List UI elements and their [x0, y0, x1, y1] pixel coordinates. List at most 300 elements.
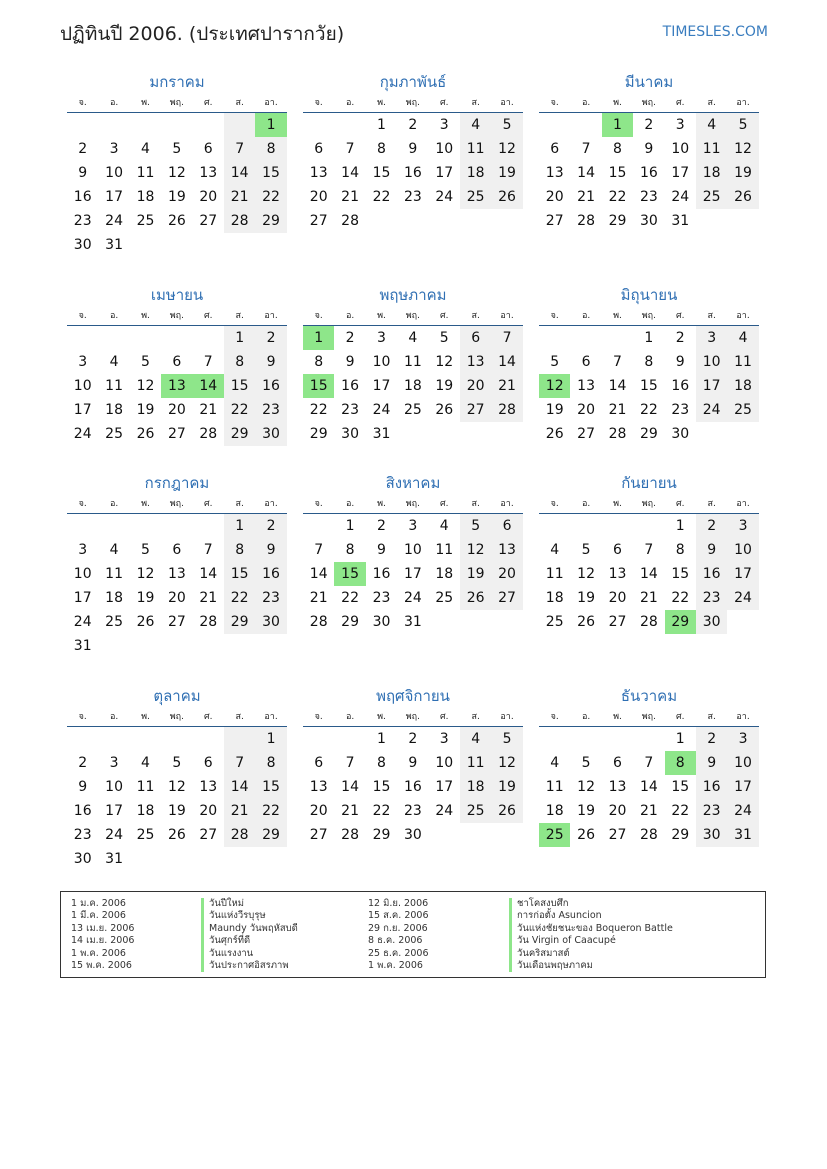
- day-cell[interactable]: 25: [539, 823, 570, 847]
- day-cell[interactable]: 13: [167, 566, 186, 582]
- day-cell[interactable]: 7: [644, 542, 654, 558]
- day-cell[interactable]: 11: [460, 751, 491, 775]
- day-cell[interactable]: 11: [727, 350, 758, 374]
- day-cell[interactable]: 1: [224, 514, 255, 538]
- day-cell[interactable]: 12: [577, 566, 595, 582]
- day-cell[interactable]: 9: [644, 141, 654, 157]
- day-cell[interactable]: 14: [341, 779, 359, 795]
- day-cell[interactable]: 5: [491, 113, 522, 137]
- day-cell[interactable]: 9: [377, 542, 386, 558]
- day-cell[interactable]: 22: [341, 590, 359, 606]
- day-cell[interactable]: 15: [255, 161, 286, 185]
- day-cell[interactable]: 9: [255, 350, 286, 374]
- day-cell[interactable]: 12: [136, 566, 155, 582]
- day-cell[interactable]: 3: [78, 542, 88, 558]
- day-cell[interactable]: 30: [255, 422, 286, 446]
- day-cell[interactable]: 4: [408, 330, 418, 346]
- day-cell[interactable]: 18: [105, 402, 123, 418]
- day-cell[interactable]: 19: [435, 378, 454, 394]
- day-cell[interactable]: 22: [224, 398, 255, 422]
- day-cell[interactable]: 12: [491, 137, 522, 161]
- day-cell[interactable]: 17: [403, 566, 422, 582]
- day-cell[interactable]: 12: [136, 378, 155, 394]
- day-cell[interactable]: 2: [78, 141, 88, 157]
- day-cell[interactable]: 28: [608, 426, 627, 442]
- day-cell[interactable]: 24: [73, 614, 92, 630]
- day-cell[interactable]: 24: [403, 590, 422, 606]
- day-cell[interactable]: 10: [727, 751, 758, 775]
- day-cell[interactable]: 6: [203, 755, 213, 771]
- day-cell[interactable]: 2: [377, 518, 386, 534]
- day-cell[interactable]: 11: [105, 566, 123, 582]
- day-cell[interactable]: 22: [608, 189, 627, 205]
- day-cell[interactable]: 23: [255, 586, 286, 610]
- day-cell[interactable]: 27: [460, 398, 491, 422]
- day-cell[interactable]: 26: [460, 586, 491, 610]
- day-cell[interactable]: 19: [136, 402, 155, 418]
- day-cell[interactable]: 21: [224, 185, 255, 209]
- day-cell[interactable]: 2: [408, 117, 418, 133]
- day-cell[interactable]: 4: [109, 354, 119, 370]
- day-cell[interactable]: 11: [696, 137, 727, 161]
- day-cell[interactable]: 4: [439, 518, 449, 534]
- day-cell[interactable]: 21: [577, 189, 595, 205]
- day-cell[interactable]: 4: [727, 326, 758, 350]
- day-cell[interactable]: 29: [255, 209, 286, 233]
- day-cell[interactable]: 23: [372, 590, 391, 606]
- day-cell[interactable]: 16: [372, 566, 391, 582]
- day-cell[interactable]: 27: [199, 213, 218, 229]
- day-cell[interactable]: 11: [545, 566, 564, 582]
- day-cell[interactable]: 29: [341, 614, 359, 630]
- day-cell[interactable]: 25: [105, 614, 123, 630]
- day-cell[interactable]: 5: [141, 354, 150, 370]
- day-cell[interactable]: 10: [435, 141, 454, 157]
- day-cell[interactable]: 9: [696, 538, 727, 562]
- day-cell[interactable]: 22: [639, 402, 658, 418]
- day-cell[interactable]: 15: [255, 775, 286, 799]
- day-cell[interactable]: 13: [545, 165, 564, 181]
- day-cell[interactable]: 23: [696, 799, 727, 823]
- day-cell[interactable]: 11: [105, 378, 123, 394]
- day-cell[interactable]: 26: [577, 614, 595, 630]
- day-cell[interactable]: 3: [696, 326, 727, 350]
- day-cell[interactable]: 17: [105, 803, 123, 819]
- day-cell[interactable]: 5: [460, 514, 491, 538]
- day-cell[interactable]: 3: [727, 727, 758, 751]
- day-cell[interactable]: 13: [608, 779, 627, 795]
- day-cell[interactable]: 6: [314, 141, 324, 157]
- day-cell[interactable]: 20: [167, 590, 186, 606]
- day-cell[interactable]: 20: [608, 803, 627, 819]
- day-cell[interactable]: 3: [408, 518, 418, 534]
- day-cell[interactable]: 1: [377, 731, 386, 747]
- day-cell[interactable]: 19: [577, 590, 595, 606]
- day-cell[interactable]: 15: [372, 165, 391, 181]
- day-cell[interactable]: 31: [105, 237, 123, 253]
- day-cell[interactable]: 13: [608, 566, 627, 582]
- day-cell[interactable]: 10: [727, 538, 758, 562]
- day-cell[interactable]: 16: [73, 803, 92, 819]
- day-cell[interactable]: 28: [341, 213, 359, 229]
- day-cell[interactable]: 3: [675, 117, 685, 133]
- day-cell[interactable]: 29: [608, 213, 627, 229]
- day-cell[interactable]: 24: [727, 586, 758, 610]
- day-cell[interactable]: 10: [105, 165, 123, 181]
- day-cell[interactable]: 20: [199, 189, 218, 205]
- day-cell[interactable]: 24: [372, 402, 391, 418]
- day-cell[interactable]: 5: [141, 542, 150, 558]
- day-cell[interactable]: 4: [141, 141, 150, 157]
- day-cell[interactable]: 9: [408, 755, 418, 771]
- day-cell[interactable]: 30: [696, 823, 727, 847]
- day-cell[interactable]: 22: [671, 590, 690, 606]
- day-cell[interactable]: 30: [696, 610, 727, 634]
- day-cell[interactable]: 30: [671, 426, 690, 442]
- day-cell[interactable]: 31: [105, 851, 123, 867]
- day-cell[interactable]: 29: [639, 426, 658, 442]
- day-cell[interactable]: 6: [491, 514, 522, 538]
- day-cell[interactable]: 12: [460, 538, 491, 562]
- day-cell[interactable]: 3: [377, 330, 386, 346]
- day-cell[interactable]: 15: [671, 566, 690, 582]
- day-cell[interactable]: 28: [491, 398, 522, 422]
- day-cell[interactable]: 22: [372, 189, 391, 205]
- day-cell[interactable]: 2: [696, 727, 727, 751]
- day-cell[interactable]: 23: [696, 586, 727, 610]
- day-cell[interactable]: 14: [608, 378, 627, 394]
- day-cell[interactable]: 26: [136, 426, 155, 442]
- day-cell[interactable]: 12: [539, 374, 570, 398]
- day-cell[interactable]: 8: [675, 542, 685, 558]
- day-cell[interactable]: 14: [639, 779, 658, 795]
- day-cell[interactable]: 25: [136, 213, 155, 229]
- day-cell[interactable]: 18: [105, 590, 123, 606]
- day-cell[interactable]: 30: [639, 213, 658, 229]
- day-cell[interactable]: 31: [671, 213, 690, 229]
- day-cell[interactable]: 9: [345, 354, 355, 370]
- day-cell[interactable]: 17: [435, 165, 454, 181]
- day-cell[interactable]: 10: [73, 378, 92, 394]
- day-cell[interactable]: 20: [460, 374, 491, 398]
- day-cell[interactable]: 28: [577, 213, 595, 229]
- day-cell[interactable]: 21: [341, 803, 359, 819]
- day-cell[interactable]: 23: [73, 827, 92, 843]
- day-cell[interactable]: 1: [303, 326, 334, 350]
- day-cell[interactable]: 3: [109, 141, 119, 157]
- day-cell[interactable]: 15: [224, 562, 255, 586]
- day-cell[interactable]: 29: [224, 422, 255, 446]
- day-cell[interactable]: 21: [639, 590, 658, 606]
- day-cell[interactable]: 2: [675, 330, 685, 346]
- day-cell[interactable]: 19: [577, 803, 595, 819]
- day-cell[interactable]: 10: [105, 779, 123, 795]
- day-cell[interactable]: 23: [671, 402, 690, 418]
- day-cell[interactable]: 26: [435, 402, 454, 418]
- day-cell[interactable]: 2: [78, 755, 88, 771]
- day-cell[interactable]: 2: [345, 330, 355, 346]
- day-cell[interactable]: 7: [345, 755, 355, 771]
- day-cell[interactable]: 3: [78, 354, 88, 370]
- day-cell[interactable]: 25: [136, 827, 155, 843]
- day-cell[interactable]: 24: [105, 827, 123, 843]
- day-cell[interactable]: 13: [491, 538, 522, 562]
- day-cell[interactable]: 15: [372, 779, 391, 795]
- day-cell[interactable]: 22: [224, 586, 255, 610]
- day-cell[interactable]: 10: [435, 755, 454, 771]
- day-cell[interactable]: 6: [613, 755, 622, 771]
- day-cell[interactable]: 20: [199, 803, 218, 819]
- day-cell[interactable]: 17: [73, 590, 92, 606]
- day-cell[interactable]: 31: [727, 823, 758, 847]
- day-cell[interactable]: 14: [224, 161, 255, 185]
- day-cell[interactable]: 8: [613, 141, 622, 157]
- day-cell[interactable]: 12: [435, 354, 454, 370]
- day-cell[interactable]: 15: [303, 374, 334, 398]
- day-cell[interactable]: 20: [577, 402, 595, 418]
- day-cell[interactable]: 10: [73, 566, 92, 582]
- day-cell[interactable]: 19: [136, 590, 155, 606]
- day-cell[interactable]: 23: [403, 803, 422, 819]
- day-cell[interactable]: 18: [460, 161, 491, 185]
- day-cell[interactable]: 4: [550, 542, 560, 558]
- brand-link[interactable]: TIMESLES.COM: [662, 24, 768, 40]
- day-cell[interactable]: 4: [550, 755, 560, 771]
- day-cell[interactable]: 29: [665, 610, 696, 634]
- day-cell[interactable]: 2: [696, 514, 727, 538]
- day-cell[interactable]: 8: [314, 354, 324, 370]
- day-cell[interactable]: 18: [435, 566, 454, 582]
- day-cell[interactable]: 13: [309, 779, 328, 795]
- day-cell[interactable]: 21: [491, 374, 522, 398]
- day-cell[interactable]: 12: [167, 779, 186, 795]
- day-cell[interactable]: 7: [345, 141, 355, 157]
- day-cell[interactable]: 6: [581, 354, 591, 370]
- day-cell[interactable]: 9: [408, 141, 418, 157]
- day-cell[interactable]: 16: [341, 378, 359, 394]
- day-cell[interactable]: 9: [675, 354, 685, 370]
- day-cell[interactable]: 21: [224, 799, 255, 823]
- day-cell[interactable]: 6: [203, 141, 213, 157]
- day-cell[interactable]: 22: [255, 799, 286, 823]
- day-cell[interactable]: 12: [167, 165, 186, 181]
- day-cell[interactable]: 11: [545, 779, 564, 795]
- day-cell[interactable]: 5: [172, 755, 182, 771]
- day-cell[interactable]: 22: [255, 185, 286, 209]
- day-cell[interactable]: 9: [78, 779, 88, 795]
- day-cell[interactable]: 8: [255, 137, 286, 161]
- day-cell[interactable]: 16: [255, 562, 286, 586]
- day-cell[interactable]: 19: [491, 775, 522, 799]
- day-cell[interactable]: 26: [491, 799, 522, 823]
- day-cell[interactable]: 6: [550, 141, 560, 157]
- day-cell[interactable]: 4: [460, 727, 491, 751]
- day-cell[interactable]: 7: [581, 141, 591, 157]
- day-cell[interactable]: 26: [491, 185, 522, 209]
- day-cell[interactable]: 18: [545, 803, 564, 819]
- day-cell[interactable]: 28: [199, 614, 218, 630]
- day-cell[interactable]: 1: [644, 330, 654, 346]
- day-cell[interactable]: 14: [491, 350, 522, 374]
- day-cell[interactable]: 1: [675, 731, 685, 747]
- day-cell[interactable]: 16: [255, 374, 286, 398]
- day-cell[interactable]: 5: [581, 755, 591, 771]
- day-cell[interactable]: 11: [136, 779, 155, 795]
- day-cell[interactable]: 4: [460, 113, 491, 137]
- day-cell[interactable]: 28: [639, 614, 658, 630]
- day-cell[interactable]: 8: [665, 751, 696, 775]
- day-cell[interactable]: 2: [255, 514, 286, 538]
- day-cell[interactable]: 16: [403, 779, 422, 795]
- day-cell[interactable]: 3: [439, 731, 449, 747]
- day-cell[interactable]: 15: [608, 165, 627, 181]
- day-cell[interactable]: 16: [696, 775, 727, 799]
- day-cell[interactable]: 26: [167, 213, 186, 229]
- day-cell[interactable]: 25: [545, 614, 564, 630]
- day-cell[interactable]: 31: [73, 638, 92, 654]
- day-cell[interactable]: 3: [109, 755, 119, 771]
- day-cell[interactable]: 18: [727, 374, 758, 398]
- day-cell[interactable]: 8: [377, 141, 386, 157]
- day-cell[interactable]: 6: [172, 542, 182, 558]
- day-cell[interactable]: 19: [460, 562, 491, 586]
- day-cell[interactable]: 29: [309, 426, 328, 442]
- day-cell[interactable]: 23: [403, 189, 422, 205]
- day-cell[interactable]: 14: [309, 566, 328, 582]
- day-cell[interactable]: 15: [639, 378, 658, 394]
- day-cell[interactable]: 15: [224, 374, 255, 398]
- day-cell[interactable]: 26: [167, 827, 186, 843]
- day-cell[interactable]: 1: [224, 326, 255, 350]
- day-cell[interactable]: 22: [372, 803, 391, 819]
- day-cell[interactable]: 30: [73, 851, 92, 867]
- day-cell[interactable]: 27: [199, 827, 218, 843]
- day-cell[interactable]: 12: [491, 751, 522, 775]
- day-cell[interactable]: 20: [491, 562, 522, 586]
- day-cell[interactable]: 17: [73, 402, 92, 418]
- day-cell[interactable]: 29: [372, 827, 391, 843]
- day-cell[interactable]: 1: [255, 727, 286, 751]
- day-cell[interactable]: 25: [460, 799, 491, 823]
- day-cell[interactable]: 14: [199, 566, 218, 582]
- day-cell[interactable]: 28: [224, 823, 255, 847]
- day-cell[interactable]: 15: [334, 562, 365, 586]
- day-cell[interactable]: 5: [727, 113, 758, 137]
- day-cell[interactable]: 13: [199, 779, 218, 795]
- day-cell[interactable]: 5: [491, 727, 522, 751]
- day-cell[interactable]: 2: [408, 731, 418, 747]
- day-cell[interactable]: 17: [671, 165, 690, 181]
- day-cell[interactable]: 10: [372, 354, 391, 370]
- day-cell[interactable]: 27: [167, 426, 186, 442]
- day-cell[interactable]: 8: [345, 542, 355, 558]
- day-cell[interactable]: 17: [727, 562, 758, 586]
- day-cell[interactable]: 25: [460, 185, 491, 209]
- day-cell[interactable]: 30: [372, 614, 391, 630]
- day-cell[interactable]: 25: [403, 402, 422, 418]
- day-cell[interactable]: 8: [377, 755, 386, 771]
- day-cell[interactable]: 16: [73, 189, 92, 205]
- day-cell[interactable]: 21: [608, 402, 627, 418]
- day-cell[interactable]: 6: [172, 354, 182, 370]
- day-cell[interactable]: 11: [403, 354, 422, 370]
- day-cell[interactable]: 17: [105, 189, 123, 205]
- day-cell[interactable]: 26: [577, 827, 595, 843]
- day-cell[interactable]: 20: [608, 590, 627, 606]
- day-cell[interactable]: 23: [255, 398, 286, 422]
- day-cell[interactable]: 30: [73, 237, 92, 253]
- day-cell[interactable]: 5: [439, 330, 449, 346]
- day-cell[interactable]: 25: [435, 590, 454, 606]
- day-cell[interactable]: 1: [602, 113, 633, 137]
- day-cell[interactable]: 21: [199, 590, 218, 606]
- day-cell[interactable]: 27: [309, 213, 328, 229]
- day-cell[interactable]: 11: [136, 165, 155, 181]
- day-cell[interactable]: 20: [309, 189, 328, 205]
- day-cell[interactable]: 5: [581, 542, 591, 558]
- day-cell[interactable]: 16: [403, 165, 422, 181]
- day-cell[interactable]: 1: [675, 518, 685, 534]
- day-cell[interactable]: 10: [696, 350, 727, 374]
- day-cell[interactable]: 19: [167, 803, 186, 819]
- day-cell[interactable]: 1: [377, 117, 386, 133]
- day-cell[interactable]: 20: [167, 402, 186, 418]
- day-cell[interactable]: 24: [671, 189, 690, 205]
- day-cell[interactable]: 7: [314, 542, 324, 558]
- day-cell[interactable]: 7: [613, 354, 622, 370]
- day-cell[interactable]: 7: [203, 542, 213, 558]
- day-cell[interactable]: 6: [460, 326, 491, 350]
- day-cell[interactable]: 19: [491, 161, 522, 185]
- day-cell[interactable]: 17: [727, 775, 758, 799]
- day-cell[interactable]: 28: [309, 614, 328, 630]
- day-cell[interactable]: 13: [460, 350, 491, 374]
- day-cell[interactable]: 18: [460, 775, 491, 799]
- day-cell[interactable]: 16: [671, 378, 690, 394]
- day-cell[interactable]: 31: [403, 614, 422, 630]
- day-cell[interactable]: 13: [199, 165, 218, 181]
- day-cell[interactable]: 29: [224, 610, 255, 634]
- day-cell[interactable]: 14: [577, 165, 595, 181]
- day-cell[interactable]: 21: [341, 189, 359, 205]
- day-cell[interactable]: 18: [403, 378, 422, 394]
- day-cell[interactable]: 18: [136, 803, 155, 819]
- day-cell[interactable]: 20: [545, 189, 564, 205]
- day-cell[interactable]: 19: [545, 402, 564, 418]
- day-cell[interactable]: 4: [696, 113, 727, 137]
- day-cell[interactable]: 5: [172, 141, 182, 157]
- day-cell[interactable]: 5: [550, 354, 560, 370]
- day-cell[interactable]: 8: [224, 538, 255, 562]
- day-cell[interactable]: 1: [345, 518, 355, 534]
- day-cell[interactable]: 27: [491, 586, 522, 610]
- day-cell[interactable]: 27: [577, 426, 595, 442]
- day-cell[interactable]: 9: [696, 751, 727, 775]
- day-cell[interactable]: 14: [193, 374, 224, 398]
- day-cell[interactable]: 25: [727, 398, 758, 422]
- day-cell[interactable]: 27: [167, 614, 186, 630]
- day-cell[interactable]: 14: [341, 165, 359, 181]
- day-cell[interactable]: 26: [545, 426, 564, 442]
- day-cell[interactable]: 21: [309, 590, 328, 606]
- day-cell[interactable]: 8: [224, 350, 255, 374]
- day-cell[interactable]: 26: [727, 185, 758, 209]
- day-cell[interactable]: 29: [255, 823, 286, 847]
- day-cell[interactable]: 11: [435, 542, 454, 558]
- day-cell[interactable]: 30: [255, 610, 286, 634]
- day-cell[interactable]: 17: [696, 374, 727, 398]
- day-cell[interactable]: 31: [372, 426, 391, 442]
